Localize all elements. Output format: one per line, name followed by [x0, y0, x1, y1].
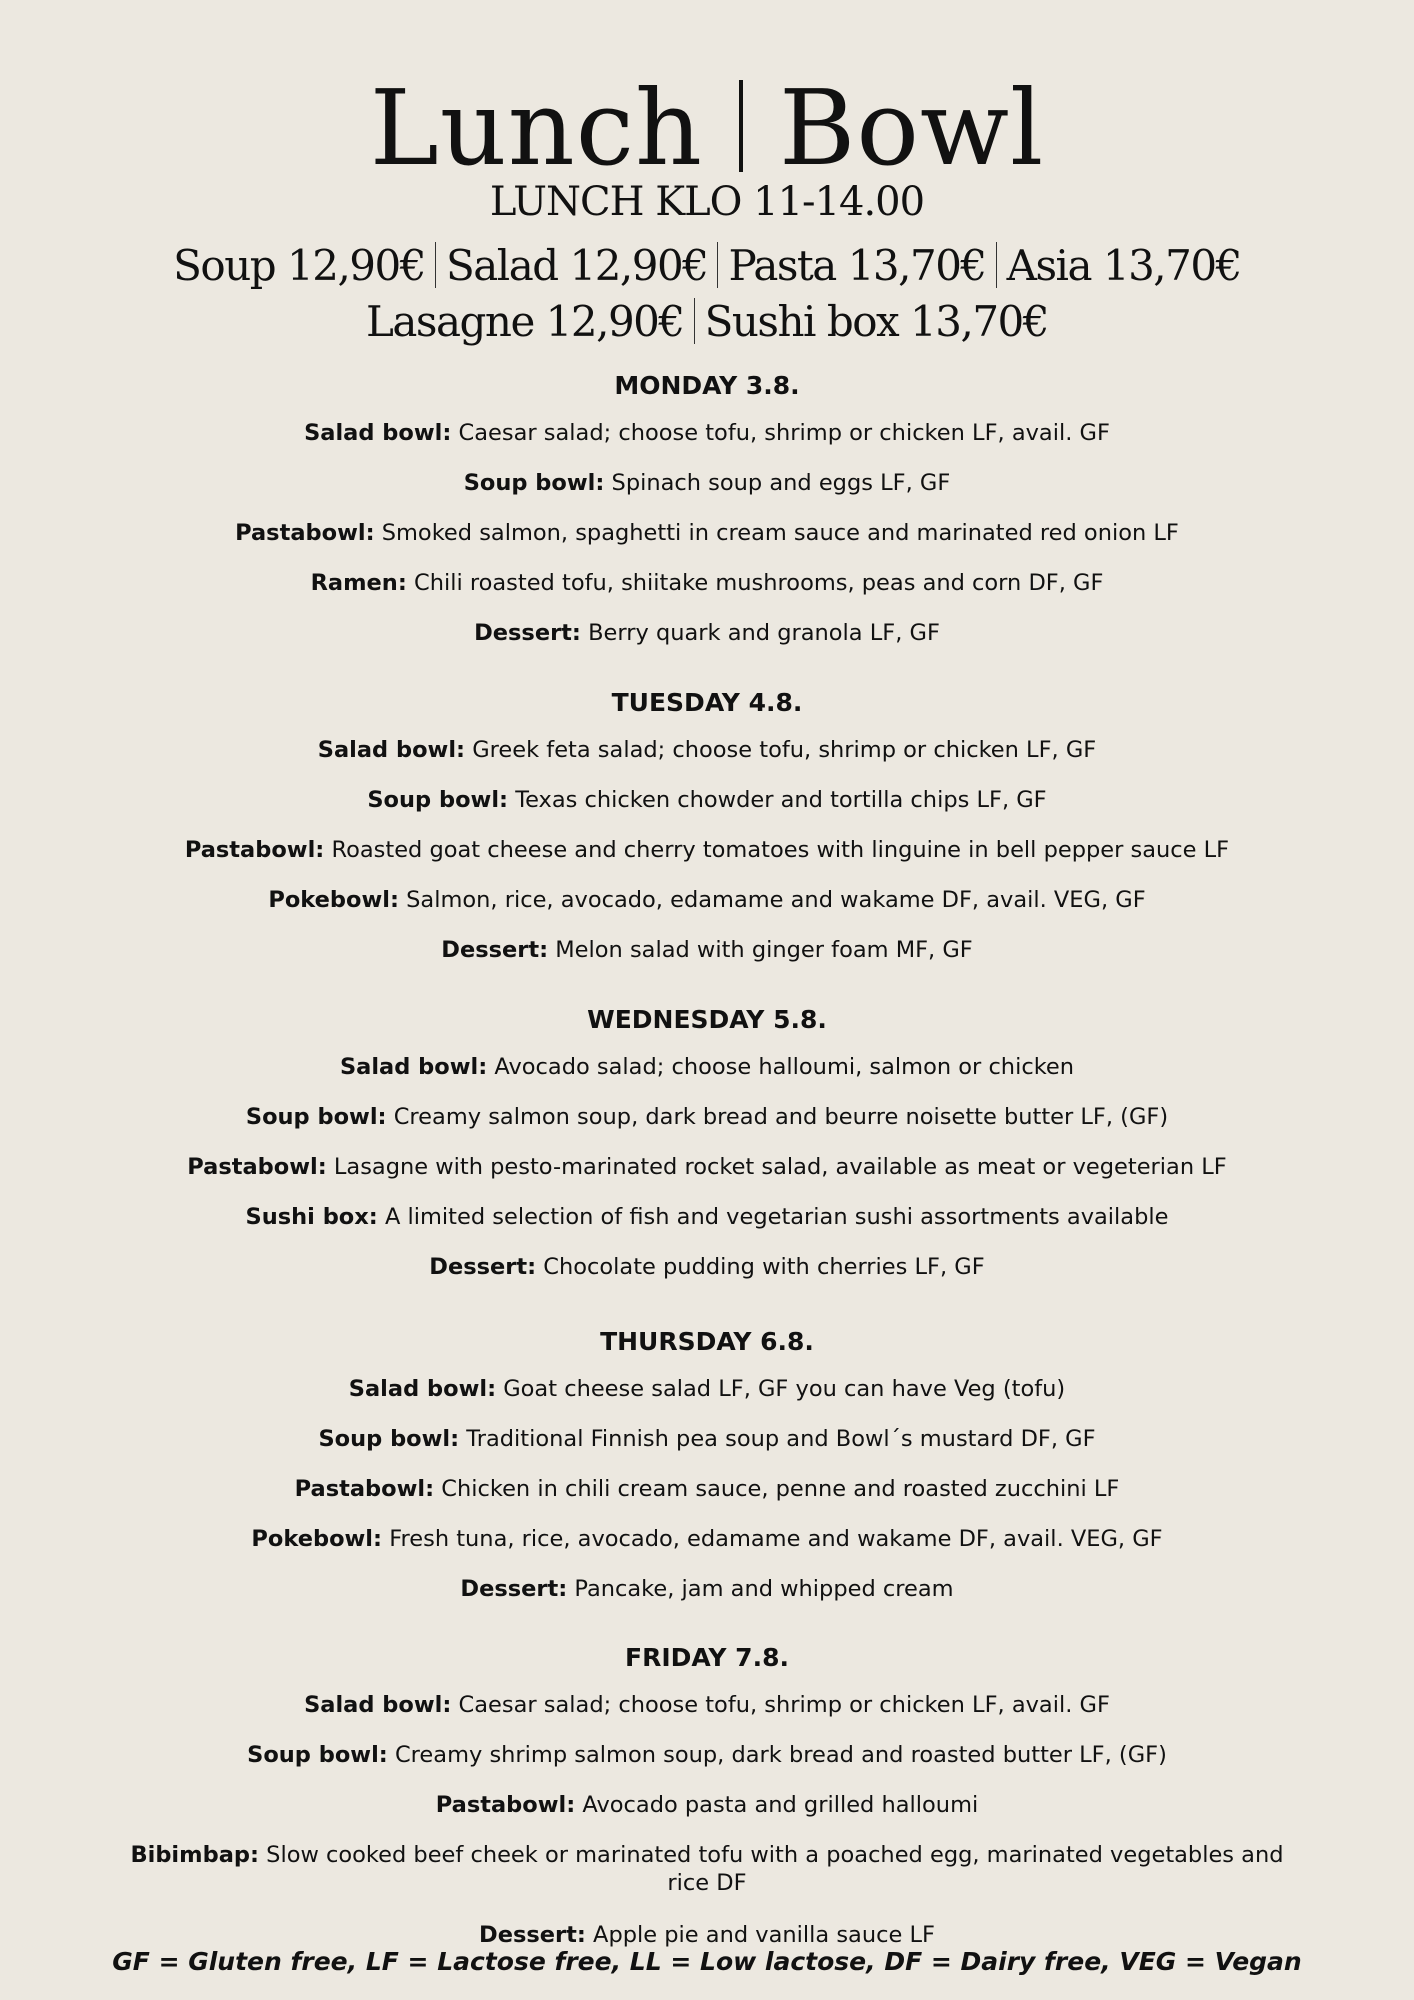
menu-item: [0, 1475, 1414, 1525]
menu-item: [0, 1741, 1414, 1791]
item-text: Smoked salmon, spaghetti in cream sauce and marinated red onion LF: [381, 520, 1179, 546]
item-label: Soup bowl:: [367, 787, 509, 813]
menu-item: [0, 1525, 1414, 1575]
item-label: Pastabowl:: [187, 1154, 327, 1180]
lunch-hours: LUNCH KLO 11-14.00: [489, 179, 925, 225]
item-label: Salad bowl:: [339, 1054, 488, 1080]
item-text: Chicken in chili cream sauce, penne and roasted zucchini LF: [441, 1476, 1120, 1502]
menu-item: [0, 1375, 1414, 1425]
price-salad: Salad 12,90€: [445, 241, 708, 290]
menu-item: [0, 736, 1414, 786]
menu-item: [0, 1103, 1414, 1153]
item-text: Roasted goat cheese and cherry tomatoes with linguine in bell pepper sauce LF: [331, 837, 1230, 863]
day-heading: THURSDAY 6.8.: [600, 1327, 814, 1356]
item-text: Pancake, jam and whipped cream: [574, 1576, 954, 1602]
item-label: Salad bowl:: [348, 1376, 497, 1402]
item-text: Texas chicken chowder and tortilla chips LF, GF: [515, 787, 1047, 813]
item-label: Pastabowl:: [235, 520, 375, 546]
item-label: Dessert:: [474, 620, 581, 646]
item-text: Chili roasted tofu, shiitake mushrooms, peas and corn DF, GF: [413, 570, 1104, 596]
item-text: Creamy shrimp salmon soup, dark bread and roasted butter LF, (GF): [394, 1742, 1167, 1768]
item-label: Pokebowl:: [268, 887, 399, 913]
item-label: Pastabowl:: [294, 1476, 435, 1502]
price-row-1: [0, 238, 1414, 294]
item-text: Melon salad with ginger foam MF, GF: [555, 937, 973, 963]
day-friday: [0, 1641, 1414, 1951]
price-divider: [717, 242, 718, 288]
title-lunch: Lunch: [369, 67, 703, 189]
menu-item: [0, 786, 1414, 836]
item-label: Bibimbap:: [130, 1842, 259, 1868]
day-monday: [0, 369, 1414, 669]
dietary-legend: GF = Gluten free, LF = Lactose free, LL = Low lactose, DF = Dairy free, VEG = Vegan: [112, 1947, 1302, 1976]
item-text: Goat cheese salad LF, GF you can have Veg (tofu): [503, 1376, 1066, 1402]
item-text: Fresh tuna, rice, avocado, edamame and wakame DF, avail. VEG, GF: [389, 1526, 1163, 1552]
item-label: Dessert:: [429, 1254, 537, 1280]
price-divider: [996, 242, 997, 288]
menu-item: [0, 1253, 1414, 1303]
item-label: Sushi box:: [245, 1204, 378, 1230]
menu-item: [0, 519, 1414, 569]
item-text: Avocado salad; choose halloumi, salmon or chicken: [494, 1054, 1075, 1080]
item-label: Salad bowl:: [317, 737, 466, 763]
item-text: Slow cooked beef cheek or marinated tofu with a poached egg, marinated vegetables and rice DF: [266, 1842, 1284, 1896]
item-text: Traditional Finnish pea soup and Bowl´s mustard DF, GF: [466, 1426, 1096, 1452]
price-divider: [435, 242, 436, 288]
menu-item: [0, 936, 1414, 986]
day-heading: FRIDAY 7.8.: [625, 1643, 789, 1672]
item-text: Chocolate pudding with cherries LF, GF: [543, 1254, 985, 1280]
item-label: Soup bowl:: [463, 470, 605, 496]
price-lasagne: Lasagne 12,90€: [365, 297, 684, 346]
title-bowl: Bowl: [778, 67, 1045, 189]
menu-item: [0, 1053, 1414, 1103]
item-text: Lasagne with pesto-marinated rocket salad, available as meat or vegeterian LF: [333, 1154, 1227, 1180]
menu-item: [0, 419, 1414, 469]
item-label: Pastabowl:: [435, 1792, 576, 1818]
item-label: Soup bowl:: [318, 1426, 460, 1452]
menu-item: [0, 1153, 1414, 1203]
menu-item: [0, 569, 1414, 619]
item-label: Ramen:: [310, 570, 407, 596]
item-label: Pastabowl:: [184, 837, 325, 863]
price-asia: Asia 13,70€: [1006, 241, 1241, 290]
day-wednesday: [0, 1003, 1414, 1303]
item-label: Salad bowl:: [304, 420, 452, 446]
item-label: Soup bowl:: [247, 1742, 388, 1768]
item-text: Avocado pasta and grilled halloumi: [582, 1792, 979, 1818]
menu-item: [0, 1425, 1414, 1475]
item-label: Dessert:: [479, 1922, 586, 1948]
item-label: Pokebowl:: [251, 1526, 383, 1552]
item-text: Berry quark and granola LF, GF: [588, 620, 940, 646]
menu-item: [0, 1791, 1414, 1841]
item-label: Soup bowl:: [245, 1104, 387, 1130]
day-thursday: [0, 1325, 1414, 1625]
menu-item: [0, 886, 1414, 936]
item-text: Caesar salad; choose tofu, shrimp or chicken LF, avail. GF: [458, 420, 1110, 446]
price-pasta: Pasta 13,70€: [728, 241, 986, 290]
menu-item: [0, 1691, 1414, 1741]
item-text: Greek feta salad; choose tofu, shrimp or chicken LF, GF: [472, 737, 1097, 763]
item-text: Salmon, rice, avocado, edamame and wakame DF, avail. VEG, GF: [406, 887, 1146, 913]
item-text: A limited selection of fish and vegetarian sushi assortments available: [384, 1204, 1169, 1230]
menu-item: [0, 1575, 1414, 1625]
item-text: Apple pie and vanilla sauce LF: [593, 1922, 935, 1948]
menu-item: [0, 619, 1414, 669]
item-label: Dessert:: [460, 1576, 568, 1602]
day-heading: MONDAY 3.8.: [614, 371, 800, 400]
title-divider: [739, 80, 743, 172]
price-row-2: [0, 294, 1414, 350]
menu-item: [0, 469, 1414, 519]
menu-item: [0, 836, 1414, 886]
menu-title: [0, 68, 1414, 188]
item-text: Creamy salmon soup, dark bread and beurre noisette butter LF, (GF): [393, 1104, 1169, 1130]
day-heading: TUESDAY 4.8.: [611, 688, 803, 717]
item-text: Caesar salad; choose tofu, shrimp or chicken LF, avail. GF: [458, 1692, 1110, 1718]
menu-item: [117, 1841, 1297, 1921]
day-heading: WEDNESDAY 5.8.: [587, 1005, 827, 1034]
price-divider: [694, 298, 695, 344]
price-soup: Soup 12,90€: [173, 241, 425, 290]
price-sushi-box: Sushi box 13,70€: [704, 297, 1048, 346]
menu-item: [0, 1203, 1414, 1253]
day-tuesday: [0, 686, 1414, 986]
item-text: Spinach soup and eggs LF, GF: [611, 470, 951, 496]
item-label: Salad bowl:: [304, 1692, 452, 1718]
item-label: Dessert:: [441, 937, 549, 963]
